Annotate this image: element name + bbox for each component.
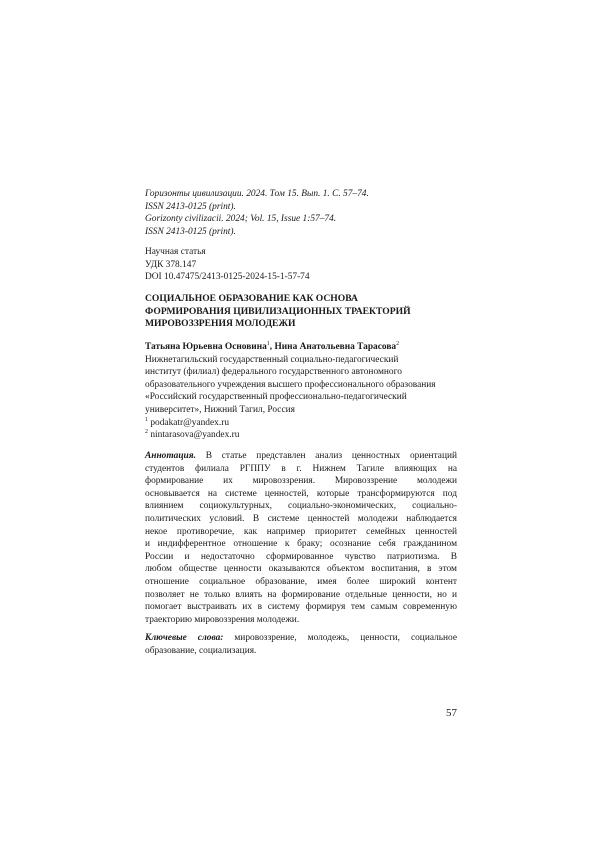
- title-line: МИРОВОЗЗРЕНИЯ МОЛОДЕЖИ: [145, 318, 296, 330]
- article-title: [145, 293, 457, 331]
- citation-block: [145, 188, 457, 238]
- author-2: Нина Анатольевна Тарасова: [274, 342, 397, 352]
- abstract-line: политических условий. В системе ценностей молодежи наблюдается: [145, 513, 457, 524]
- abstract-label: Аннотация.: [145, 451, 196, 461]
- keywords-label: Ключевые слова:: [145, 633, 224, 643]
- keywords: [145, 632, 457, 657]
- keywords-line: [145, 632, 457, 645]
- page-number: 57: [446, 707, 457, 719]
- abstract-line: студентов филиала РГППУ в г. Нижнем Тагиле влияющих на: [145, 463, 457, 474]
- affiliation-line: институт (филиал) федерального государственного автономного: [145, 367, 402, 378]
- author-1: Татьяна Юрьевна Основина: [145, 342, 267, 352]
- email-2-sup: 2: [145, 429, 148, 436]
- abstract-line: формирование их мировоззрения. Мировоззрение молодежи: [145, 476, 457, 487]
- abstract-line: позволяет не только влиять на формирование отдельные ценности, но и: [145, 589, 457, 600]
- citation-line: Горизонты цивилизации. 2024. Том 15. Вып. 1. С. 57–74.: [145, 189, 369, 199]
- citation-line: ISSN 2413-0125 (print).: [145, 226, 236, 237]
- abstract-line: отношение социальное образование, имея более широкий контент: [145, 576, 457, 587]
- citation-line: ISSN 2413-0125 (print).: [145, 201, 236, 212]
- keywords-text: мировоззрение, молодежь, ценности, социальное: [223, 633, 458, 643]
- author-names: [145, 341, 457, 354]
- abstract-line: некое противоречие, как например приоритет семейных ценностей: [145, 526, 457, 537]
- article-meta: [145, 246, 457, 284]
- email-2: [145, 429, 457, 442]
- authors-block: [145, 341, 457, 442]
- author-separator: ,: [269, 342, 275, 352]
- doi: DOI 10.47475/2413-0125-2024-15-1-57-74: [145, 272, 310, 282]
- keywords-line: образование, социализация.: [145, 645, 257, 656]
- email-1-sup: 1: [145, 416, 148, 423]
- title-line: ФОРМИРОВАНИЯ ЦИВИЛИЗАЦИОННЫХ ТРАЕКТОРИЙ: [145, 305, 411, 317]
- article-page: [145, 0, 457, 849]
- affiliation-line: Нижнетагильский государственный социально-педагогический: [145, 354, 399, 365]
- author-1-sup: 1: [266, 340, 270, 347]
- abstract-line: помогает выстраивать их в систему формируя тем самым современную: [145, 602, 457, 613]
- abstract-line: и индифферентное отношение к браку; осознание себя гражданином: [145, 539, 457, 550]
- email-1: [145, 417, 457, 430]
- email-2-text: nintarasova@yandex.ru: [148, 430, 240, 441]
- udc-code: УДК 378.147: [145, 259, 197, 270]
- abstract-line: [145, 450, 457, 463]
- email-1-text: podakatr@yandex.ru: [148, 417, 230, 428]
- author-2-sup: 2: [396, 340, 400, 347]
- title-line: СОЦИАЛЬНОЕ ОБРАЗОВАНИЕ КАК ОСНОВА: [145, 293, 358, 304]
- affiliation-line: «Российский государственный профессионально-педагогический: [145, 392, 407, 403]
- abstract-line: траекторию мировоззрения молодежи.: [145, 614, 300, 625]
- citation-line: Gorizonty civilizacii. 2024; Vol. 15, Issue 1:57–74.: [145, 214, 337, 224]
- article-type: Научная статья: [145, 247, 206, 257]
- abstract: [145, 450, 457, 626]
- abstract-line: России и недостаточно сформированное чувство патриотизма. В: [145, 551, 457, 562]
- abstract-line: любом обществе ценности оказываются объектом воспитания, в этом: [145, 564, 457, 575]
- abstract-line: основывается на системе ценностей, которые трансформируются под: [145, 488, 457, 499]
- affiliation-line: университет», Нижний Тагил, Россия: [145, 404, 295, 415]
- abstract-text: В статье представлен анализ ценностных ориентаций: [195, 451, 457, 461]
- affiliation-line: образовательного учреждения высшего профессионального образования: [145, 379, 436, 390]
- abstract-line: влиянием социокультурных, социально-экономических, социально-: [145, 501, 457, 512]
